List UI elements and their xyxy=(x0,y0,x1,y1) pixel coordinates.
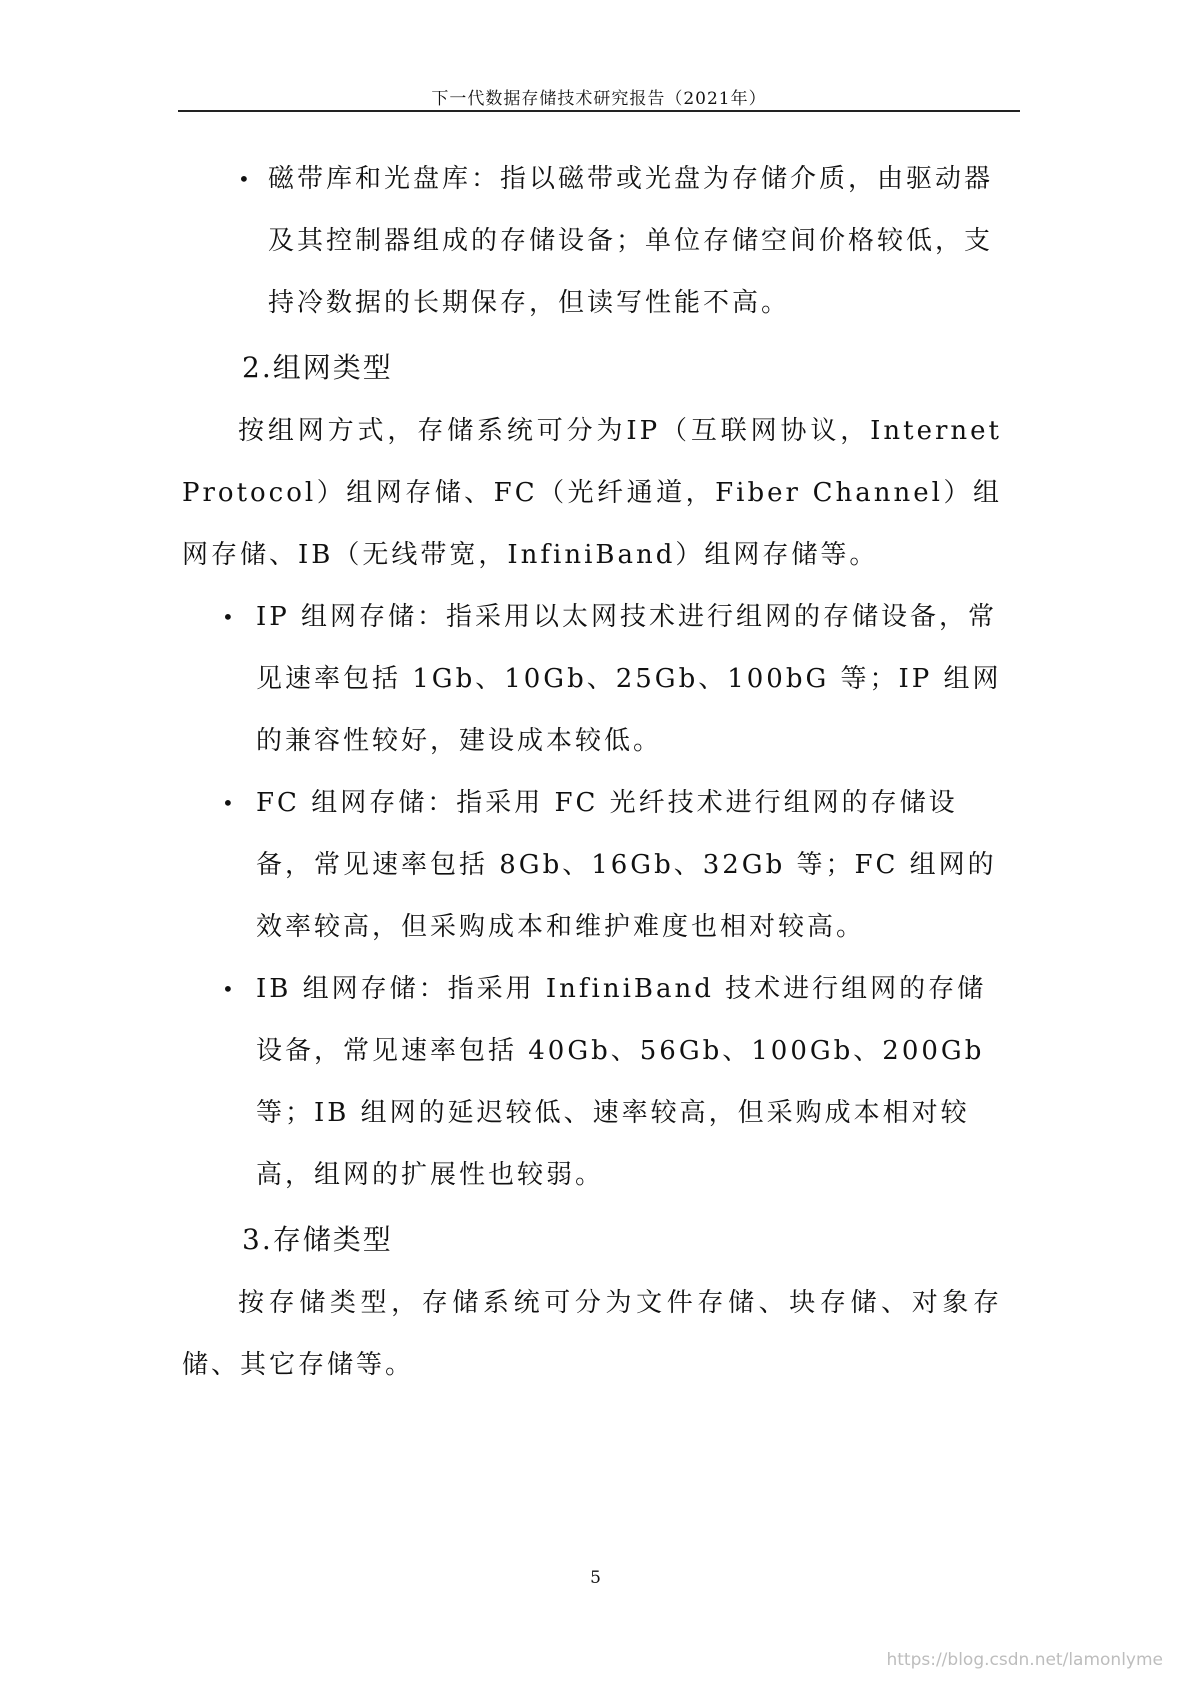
header-rule xyxy=(178,110,1020,112)
bullet-tape-optical xyxy=(182,148,1002,334)
bullet-text: IB 组网存储：指采用 InfiniBand 技术进行组网的存储设备，常见速率包括 40Gb、56Gb、100Gb、200Gb 等；IB 组网的延迟较低、速率较高，但采购成本相对较高，组网的扩展性也较弱。 xyxy=(256,974,987,1190)
bullet-fc-storage xyxy=(182,772,1002,958)
bullet-text: IP 组网存储：指采用以太网技术进行组网的存储设备，常见速率包括 1Gb、10Gb、25Gb、100bG 等；IP 组网的兼容性较好，建设成本较低。 xyxy=(256,602,1002,756)
bullet-dot: • xyxy=(222,791,237,815)
bullet-dot: • xyxy=(238,167,253,191)
bullet-dot: • xyxy=(222,605,237,629)
watermark: https://blog.csdn.net/lamonlyme xyxy=(886,1650,1163,1670)
section-heading-network-type: 2.组网类型 xyxy=(242,351,393,384)
bullet-dot: • xyxy=(222,977,237,1001)
paragraph-storage-type: 按存储类型，存储系统可分为文件存储、块存储、对象存储、其它存储等。 xyxy=(182,1288,1002,1380)
bullet-ip-storage xyxy=(182,586,1002,772)
running-header: 下一代数据存储技术研究报告（2021年） xyxy=(431,89,767,109)
page-body xyxy=(182,148,1002,1396)
bullet-ib-storage xyxy=(182,958,1002,1206)
bullet-text: FC 组网存储：指采用 FC 光纤技术进行组网的存储设备，常见速率包括 8Gb、16Gb、32Gb 等；FC 组网的效率较高，但采购成本和维护难度也相对较高。 xyxy=(256,788,997,942)
paragraph-network-type: 按组网方式，存储系统可分为IP（互联网协议，Internet Protocol）组网存储、FC（光纤通道，Fiber Channel）组网存储、IB（无线带宽，InfiniBand）组网存储等。 xyxy=(182,416,1002,570)
section-heading-storage-type: 3.存储类型 xyxy=(242,1223,393,1256)
bullet-text: 磁带库和光盘库：指以磁带或光盘为存储介质，由驱动器及其控制器组成的存储设备；单位存储空间价格较低，支持冷数据的长期保存，但读写性能不高。 xyxy=(268,164,994,318)
page-number: 5 xyxy=(590,1568,601,1588)
